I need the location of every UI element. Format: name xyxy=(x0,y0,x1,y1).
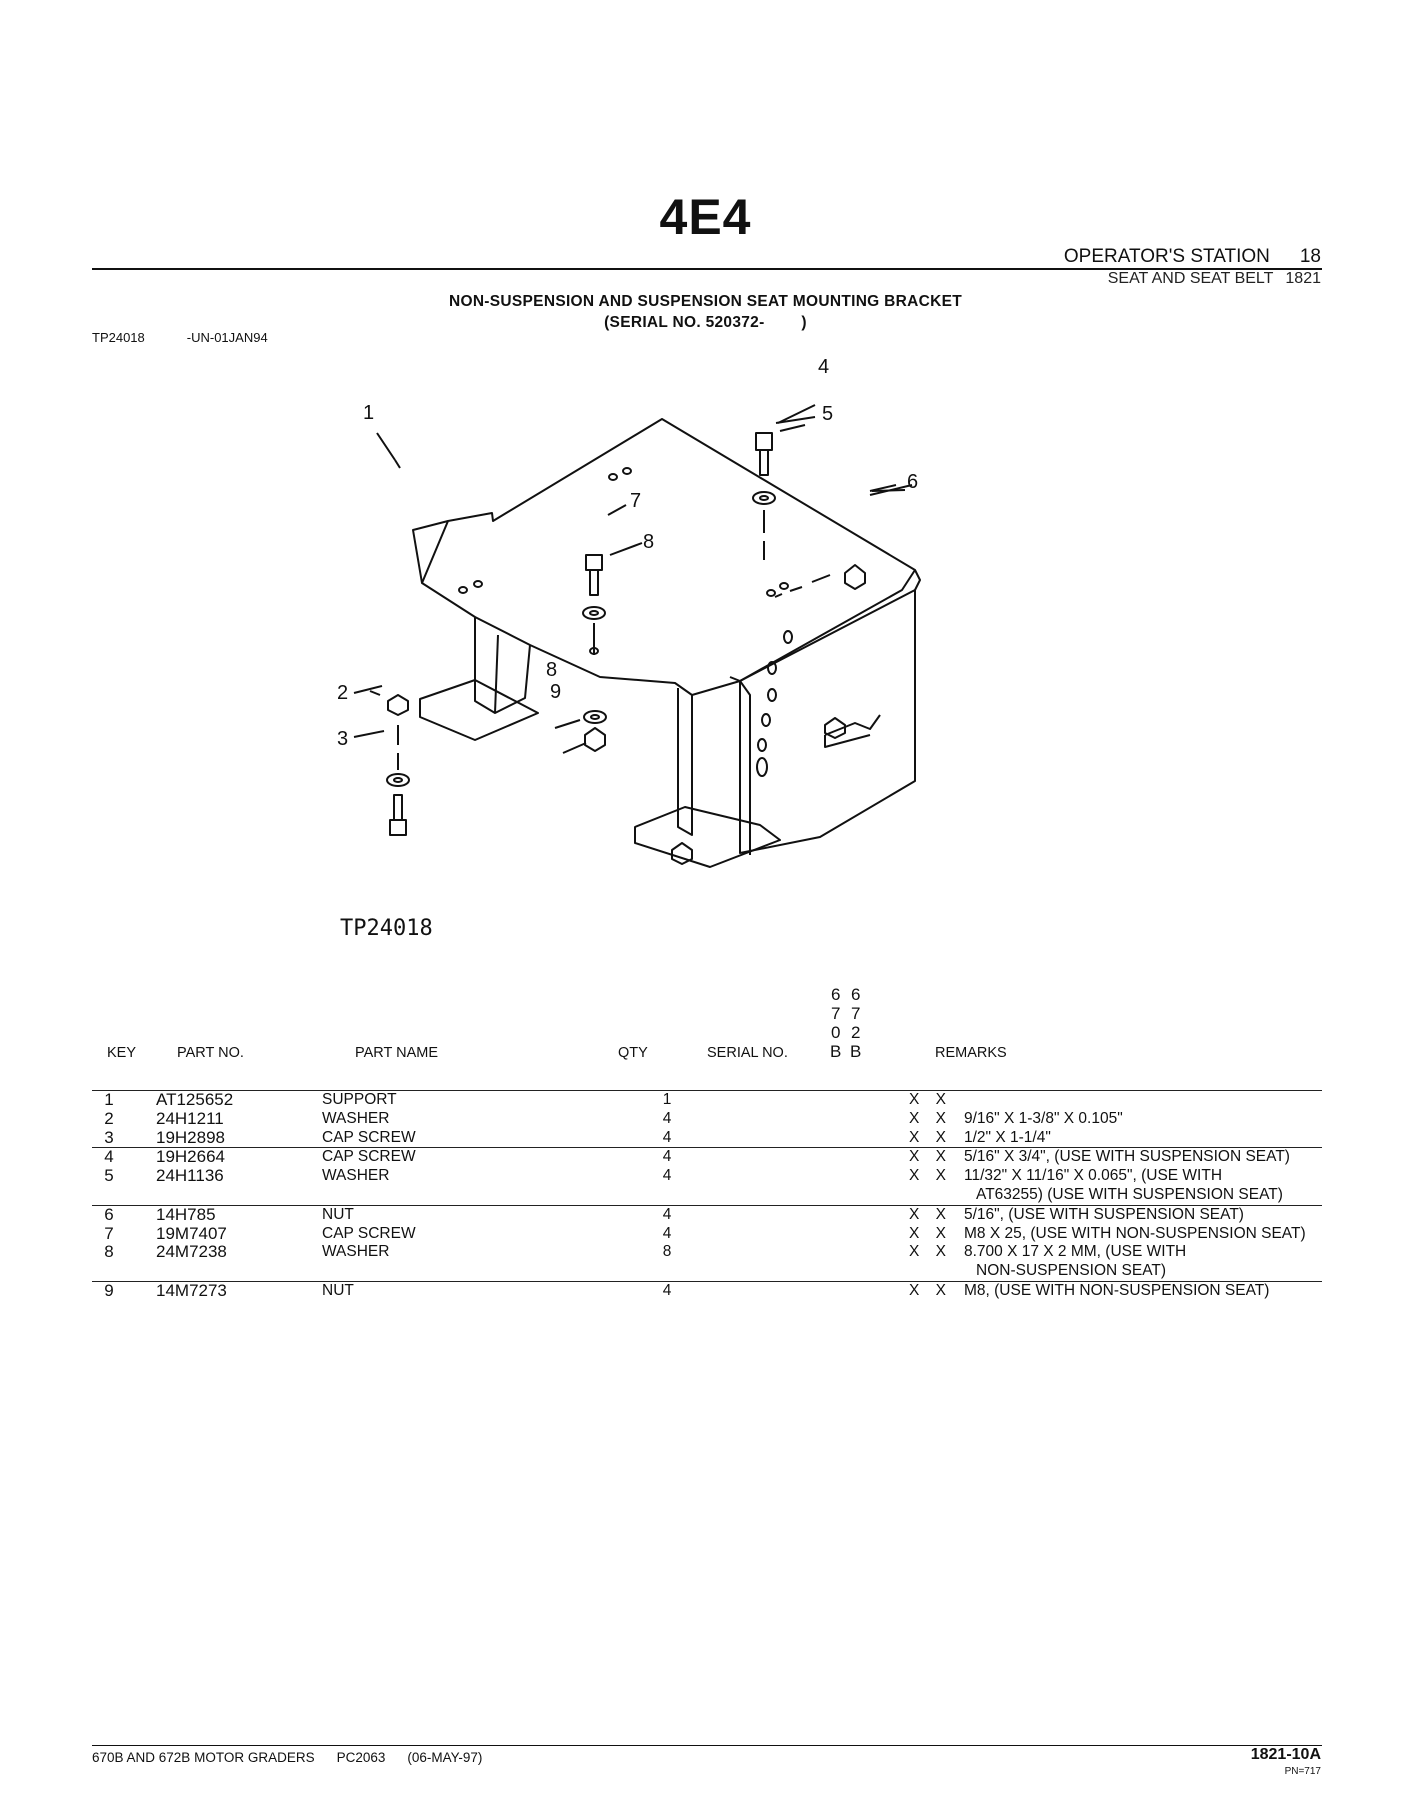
row-serial xyxy=(732,1148,907,1167)
table-row xyxy=(92,1091,1322,1110)
assembly-title xyxy=(0,291,1411,333)
assembly-name: NON-SUSPENSION AND SUSPENSION SEAT MOUNTING BRACKET xyxy=(448,293,963,310)
row-qty xyxy=(602,1262,732,1281)
row-part-name: NUT xyxy=(306,1205,602,1224)
header-part-name: PART NAME xyxy=(355,1045,438,1061)
support-left-foot xyxy=(420,680,538,740)
callout-2: 2 xyxy=(337,682,349,704)
row-serial xyxy=(732,1225,907,1244)
row-models: X X xyxy=(907,1281,964,1300)
row-part-name: CAP SCREW xyxy=(322,1128,416,1146)
row-part-no: 14M7273 xyxy=(126,1281,306,1300)
row-key xyxy=(92,1186,126,1205)
row-key: 2 xyxy=(104,1108,114,1128)
row-remarks: 5/16" X 3/4", (USE WITH SUSPENSION SEAT) xyxy=(964,1148,1322,1167)
section-heading xyxy=(1064,246,1321,268)
row-qty: 8 xyxy=(662,1243,672,1261)
table-row xyxy=(92,1129,1322,1148)
support-center-foot xyxy=(635,807,780,867)
figure-ref-code: TP24018 xyxy=(92,330,145,345)
row-models: X X xyxy=(907,1148,964,1167)
footer-info xyxy=(92,1750,504,1765)
row-key: 7 xyxy=(104,1223,114,1243)
row-serial xyxy=(732,1186,907,1205)
row-models xyxy=(907,1262,964,1281)
subsection-name: SEAT AND SEAT BELT xyxy=(1107,270,1274,287)
row-remarks: M8 X 25, (USE WITH NON-SUSPENSION SEAT) xyxy=(964,1224,1306,1242)
table-row xyxy=(92,1110,1322,1129)
page-title: 4E4 xyxy=(659,189,752,245)
row-models: X X xyxy=(907,1205,964,1224)
model-column-672b xyxy=(850,985,861,1061)
row-part-no: AT125652 xyxy=(126,1091,306,1110)
row-part-no: 24H1211 xyxy=(156,1108,224,1128)
row-remarks: AT63255) (USE WITH SUSPENSION SEAT) xyxy=(976,1185,1283,1203)
row-serial xyxy=(732,1110,907,1129)
exploded-parts-diagram xyxy=(320,356,1100,955)
header-part-no: PART NO. xyxy=(177,1045,244,1061)
header-qty: QTY xyxy=(618,1045,648,1061)
row-models xyxy=(907,1186,964,1205)
model-digit: B xyxy=(850,1042,862,1061)
support-top-plate xyxy=(422,419,915,695)
row-qty: 4 xyxy=(662,1167,672,1185)
row-key: 4 xyxy=(92,1148,126,1167)
callout-8-lower: 8 xyxy=(546,659,558,681)
row-part-no: 19H2898 xyxy=(156,1127,226,1147)
parts-table xyxy=(92,1090,1322,1301)
callout-9: 9 xyxy=(550,681,562,703)
row-part-name xyxy=(306,1186,602,1205)
model-column-670b xyxy=(830,985,841,1061)
row-qty: 4 xyxy=(662,1109,672,1127)
callout-4: 4 xyxy=(818,356,830,378)
row-remarks xyxy=(964,1091,1322,1110)
row-part-no: 24H1136 xyxy=(156,1166,224,1186)
callout-7: 7 xyxy=(630,490,642,512)
footer-catalog: PC2063 xyxy=(336,1750,386,1765)
page-number: 1821-10A xyxy=(1250,1746,1321,1763)
table-row xyxy=(92,1205,1322,1224)
callout-5: 5 xyxy=(822,403,834,425)
row-serial xyxy=(732,1129,907,1148)
section-number: 18 xyxy=(1299,246,1321,267)
model-digit: 7 xyxy=(830,1004,841,1023)
header-remarks: REMARKS xyxy=(935,1045,1007,1061)
row-part-name: CAP SCREW xyxy=(306,1148,602,1167)
row-part-name: WASHER xyxy=(322,1243,390,1261)
model-digit: 2 xyxy=(850,1023,861,1042)
row-remarks: 8.700 X 17 X 2 MM, (USE WITH xyxy=(964,1243,1187,1261)
row-part-name xyxy=(306,1262,602,1281)
model-digit: 6 xyxy=(830,985,841,1004)
support-side-flange xyxy=(740,590,915,853)
row-qty: 4 xyxy=(602,1205,732,1224)
row-models: X X xyxy=(907,1091,964,1110)
assembly-serial: (SERIAL NO. 520372- ) xyxy=(604,314,807,331)
callout-3: 3 xyxy=(337,728,349,750)
table-row xyxy=(92,1148,1322,1167)
row-remarks: 1/2" X 1-1/4" xyxy=(964,1128,1051,1146)
row-key xyxy=(92,1262,126,1281)
row-part-no xyxy=(126,1186,306,1205)
row-key: 1 xyxy=(92,1091,126,1110)
callout-8-upper: 8 xyxy=(643,531,655,553)
header-serial-no: SERIAL NO. xyxy=(707,1045,788,1061)
model-digit: 6 xyxy=(850,985,861,1004)
table-row xyxy=(92,1167,1322,1186)
row-qty: 4 xyxy=(662,1128,672,1146)
subsection-number: 1821 xyxy=(1285,270,1321,287)
subsection-heading xyxy=(1108,270,1321,288)
pn-code: PN=717 xyxy=(1284,1766,1321,1777)
row-part-no: 24M7238 xyxy=(156,1242,227,1262)
model-digit: B xyxy=(830,1042,842,1061)
table-row-continuation xyxy=(92,1186,1322,1205)
row-remarks: 5/16", (USE WITH SUSPENSION SEAT) xyxy=(964,1205,1322,1224)
row-serial xyxy=(732,1262,907,1281)
row-models: X X xyxy=(909,1109,952,1127)
row-key: 5 xyxy=(104,1166,114,1186)
section-name: OPERATOR'S STATION xyxy=(1063,246,1270,267)
row-remarks: 9/16" X 1-3/8" X 0.105" xyxy=(964,1109,1123,1127)
row-serial xyxy=(732,1091,907,1110)
model-digit: 7 xyxy=(850,1004,861,1023)
figure-ref-date: -UN-01JAN94 xyxy=(186,330,268,345)
table-row xyxy=(92,1281,1322,1300)
row-key: 9 xyxy=(92,1281,126,1300)
diagram-label: TP24018 xyxy=(340,916,433,941)
row-qty: 4 xyxy=(662,1224,672,1242)
figure-reference xyxy=(92,330,268,345)
model-digit: 0 xyxy=(830,1023,841,1042)
row-qty xyxy=(602,1186,732,1205)
row-part-no xyxy=(126,1262,306,1281)
row-remarks: 11/32" X 11/16" X 0.065", (USE WITH xyxy=(964,1167,1223,1185)
row-remarks: NON-SUSPENSION SEAT) xyxy=(976,1262,1167,1280)
row-part-no: 19M7407 xyxy=(156,1223,227,1243)
row-part-no: 19H2664 xyxy=(126,1148,306,1167)
row-models: X X xyxy=(909,1224,952,1242)
row-part-name: WASHER xyxy=(322,1109,390,1127)
table-row xyxy=(92,1225,1322,1244)
row-serial xyxy=(732,1167,907,1186)
support-center-leg xyxy=(678,688,692,835)
row-serial xyxy=(732,1205,907,1224)
row-remarks: M8, (USE WITH NON-SUSPENSION SEAT) xyxy=(964,1281,1322,1300)
footer-rule xyxy=(92,1745,1322,1746)
table-row-continuation xyxy=(92,1262,1322,1281)
row-qty: 1 xyxy=(602,1091,732,1110)
row-key: 8 xyxy=(104,1242,114,1262)
footer-date: (06-MAY-97) xyxy=(407,1750,483,1765)
row-key: 3 xyxy=(104,1127,114,1147)
row-serial xyxy=(732,1243,907,1262)
row-part-name: WASHER xyxy=(322,1167,390,1185)
callout-1: 1 xyxy=(363,402,375,424)
table-row xyxy=(92,1243,1322,1262)
row-part-name: SUPPORT xyxy=(306,1091,602,1110)
row-models: X X xyxy=(909,1243,952,1261)
footer-machine: 670B AND 672B MOTOR GRADERS xyxy=(92,1750,315,1765)
header-key: KEY xyxy=(107,1045,137,1061)
row-models: X X xyxy=(909,1128,952,1146)
row-qty: 4 xyxy=(602,1148,732,1167)
row-part-name: CAP SCREW xyxy=(322,1224,416,1242)
callout-6: 6 xyxy=(907,471,919,493)
row-part-no: 14H785 xyxy=(126,1205,306,1224)
row-models: X X xyxy=(909,1167,952,1185)
row-key: 6 xyxy=(92,1205,126,1224)
row-serial xyxy=(732,1281,907,1300)
row-part-name: NUT xyxy=(306,1281,602,1300)
row-qty: 4 xyxy=(602,1281,732,1300)
